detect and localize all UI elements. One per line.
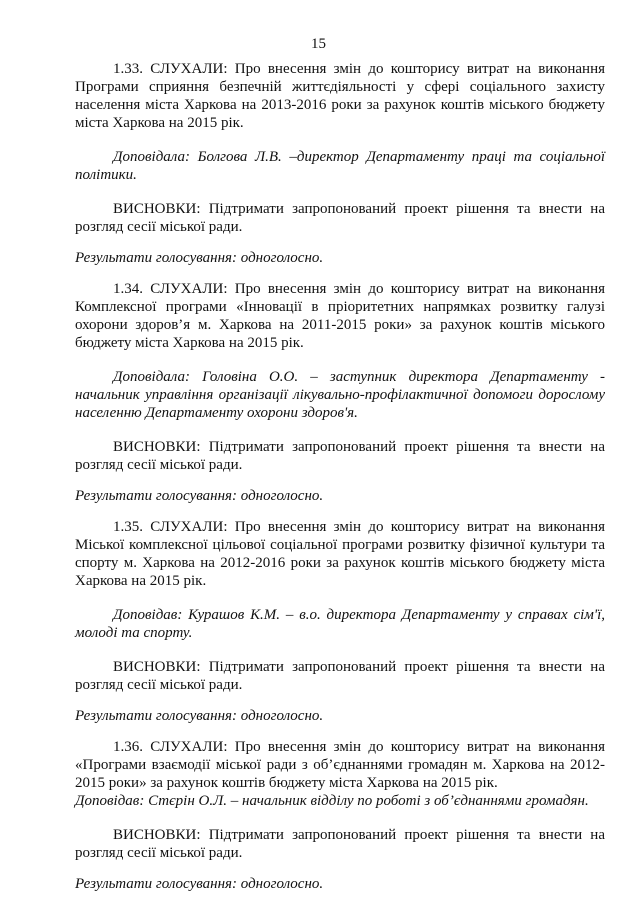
agenda-item (75, 738, 605, 893)
heard-paragraph: 1.33. СЛУХАЛИ: Про внесення змін до кошторису витрат на виконання Програми сприяння безпечній життєдіяльності у сфері соціального захисту населення міста Харкова на 2013-2016 роки за рахунок коштів міського бюджету міста Харкова на 2015 рік. (75, 61, 605, 131)
reporter-paragraph: Доповідала: Болгова Л.В. –директор Департаменту праці та соціальної політики. (75, 149, 605, 183)
voting-result: Результати голосування: одноголосно. (75, 488, 324, 504)
conclusion-paragraph: ВИСНОВКИ: Підтримати запропонований проект рішення та внести на розгляд сесії міської ради. (75, 827, 605, 861)
reporter-paragraph: Доповідав: Стєрін О.Л. – начальник відділу по роботі з об’єднаннями громадян. (75, 793, 589, 809)
conclusion-paragraph: ВИСНОВКИ: Підтримати запропонований проект рішення та внести на розгляд сесії міської ради. (75, 659, 605, 693)
agenda-item (75, 60, 605, 267)
conclusion-paragraph: ВИСНОВКИ: Підтримати запропонований проект рішення та внести на розгляд сесії міської ради. (75, 439, 605, 473)
heard-paragraph: 1.34. СЛУХАЛИ: Про внесення змін до кошторису витрат на виконання Комплексної програми «Інновації в пріоритетних напрямках розвитку галузі охорони здоров’я м. Харкова на 2011-2015 роки» за рахунок коштів міського бюджету міста Харкова на 2015 рік. (75, 281, 605, 351)
voting-result: Результати голосування: одноголосно. (75, 876, 324, 892)
conclusion-paragraph: ВИСНОВКИ: Підтримати запропонований проект рішення та внести на розгляд сесії міської ради. (75, 201, 605, 235)
voting-result: Результати голосування: одноголосно. (75, 250, 324, 266)
reporter-paragraph: Доповідала: Головіна О.О. – заступник директора Департаменту - начальник управління організації лікувально-профілактичної допомоги дорослому населенню Департаменту охорони здоров'я. (75, 369, 605, 421)
reporter-paragraph: Доповідав: Курашов К.М. – в.о. директора Департаменту у справах сім'ї, молоді та спорту. (75, 607, 605, 641)
agenda-item (75, 280, 605, 505)
voting-result: Результати голосування: одноголосно. (75, 708, 324, 724)
heard-paragraph: 1.36. СЛУХАЛИ: Про внесення змін до кошторису витрат на виконання «Програми взаємодії міської ради з об’єднаннями громадян м. Харкова на 2012-2015 роки» за рахунок коштів бюджету міста Харкова на 2015 рік. (75, 739, 605, 791)
heard-paragraph: 1.35. СЛУХАЛИ: Про внесення змін до кошторису витрат на виконання Міської комплексної цільової соціальної програми розвитку фізичної культури та спорту м. Харкова на 2012-2016 роки за рахунок коштів міського бюджету міста Харкова на 2015 рік. (75, 519, 605, 589)
page-number: 15 (311, 36, 326, 52)
agenda-item (75, 518, 605, 725)
minutes-body (75, 60, 605, 893)
